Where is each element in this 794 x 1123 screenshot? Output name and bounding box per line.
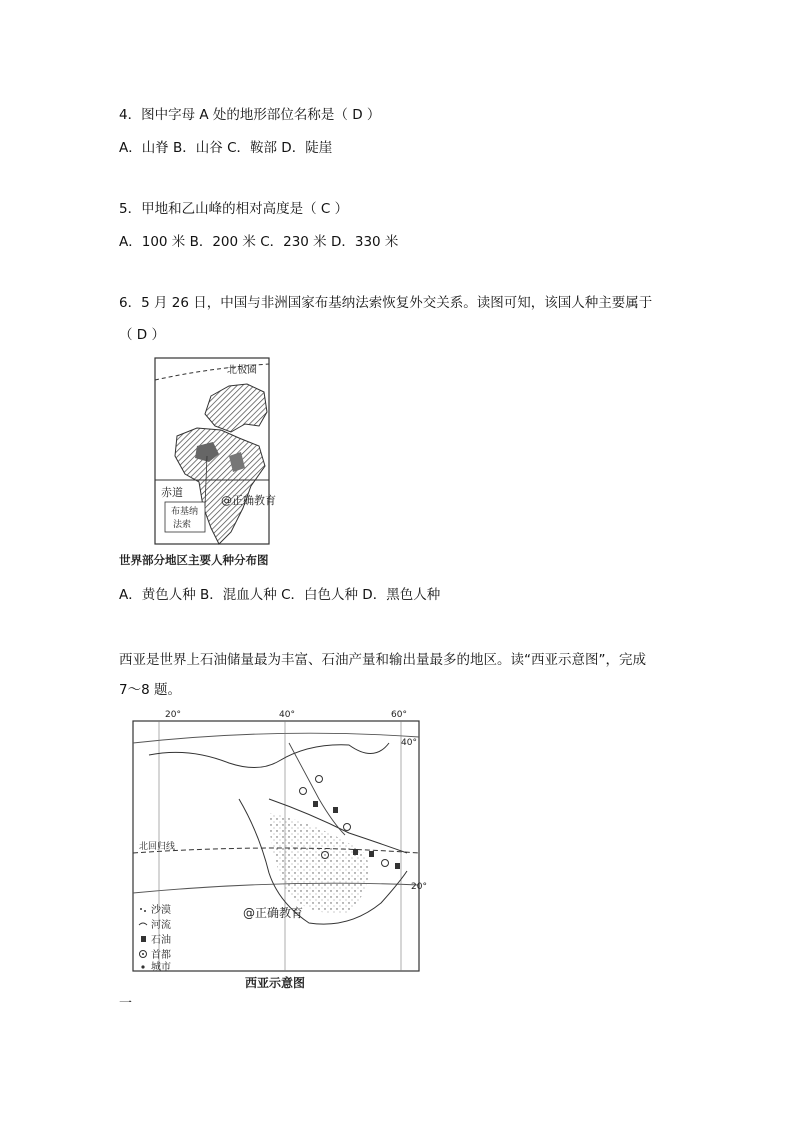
question-4-options: A．山脊 B．山谷 C．鞍部 D．陡崖 [119,140,333,156]
legend-capital: 首都 [151,950,171,961]
question-6-stem-line1: 6．5 月 26 日，中国与非洲国家布基纳法索恢复外交关系。读图可知，该国人种主要属于 [119,295,653,311]
watermark: @正确教育 [243,906,304,920]
west-asia-map-svg [119,703,449,993]
question-5-options: A．100 米 B．200 米 C．230 米 D．330 米 [119,234,399,250]
intro-7-8-line1: 西亚是世界上石油储量最为丰富、石油产量和输出量最多的地区。读“西亚示意图”，完成 [119,652,646,668]
legend-desert: 沙漠 [151,905,171,916]
west-asia-caption: 西亚示意图 [245,976,306,990]
question-6-stem-line2: （ D ） [119,327,165,343]
lat-20-label: 20° [411,882,427,892]
legend-city: 城市 [151,962,171,973]
race-distribution-figure [119,356,289,568]
lon-40-label: 40° [279,710,295,720]
west-asia-figure [119,703,449,993]
map-legend [139,903,171,973]
coastline-north [149,743,389,768]
lon-60-label: 60° [391,710,407,720]
question-5-stem: 5．甲地和乙山峰的相对高度是（ C ） [119,201,349,217]
equator-label: 赤道 [161,486,183,499]
race-map-caption: 世界部分地区主要人种分布图 [119,553,269,567]
country-label-line1: 布基纳 [171,507,199,517]
desert-region [269,813,369,914]
legend-oil: 石油 [151,935,171,946]
tropic-label: 北回归线 [139,842,176,852]
question-6-options: A．黄色人种 B．混血人种 C．白色人种 D．黑色人种 [119,587,441,603]
lat-40-label: 40° [401,738,417,748]
legend-river: 河流 [151,920,171,931]
lat-40-line [133,733,419,743]
watermark: @正确教育 [221,494,276,507]
race-map-svg [119,356,289,568]
europe-shape [205,384,267,432]
country-label-line2: 法索 [173,520,192,530]
lon-20-label: 20° [165,710,181,720]
question-4-stem: 4．图中字母 A 处的地形部位名称是（ D ） [119,107,381,123]
arctic-circle-label: 北极圈 [227,365,257,376]
intro-7-8-line2: 7～8 题。 [119,682,181,698]
trailing-mark: 一 [119,996,133,1011]
